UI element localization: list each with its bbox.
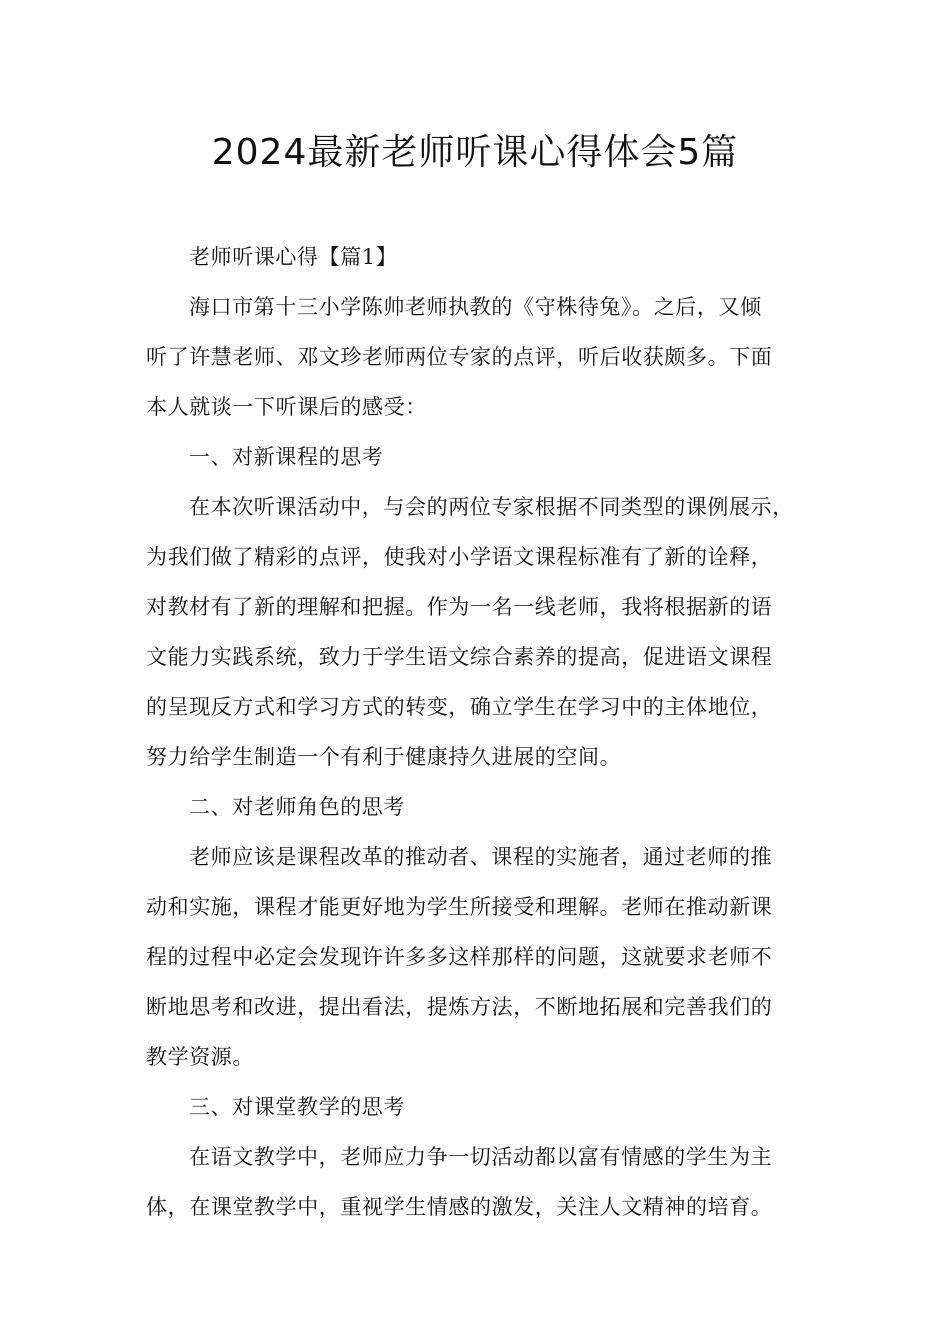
section-heading: 三、对课堂教学的思考 [189, 1095, 405, 1119]
paragraph-line: 对教材有了新的理解和把握。作为一名一线老师，我将根据新的语 [146, 595, 773, 619]
paragraph-line: 体，在课堂教学中，重视学生情感的激发，关注人文精神的培育。 [146, 1195, 773, 1219]
paragraph-line: 为我们做了精彩的点评，使我对小学语文课程标准有了新的诠释， [146, 545, 773, 569]
paragraph-line: 教学资源。 [146, 1045, 254, 1069]
paragraph-line: 文能力实践系统，致力于学生语文综合素养的提高，促进语文课程 [146, 645, 773, 669]
paragraph-line: 老师应该是课程改革的推动者、课程的实施者，通过老师的推 [189, 845, 773, 869]
paragraph-line: 断地思考和改进，提出看法，提炼方法，不断地拓展和完善我们的 [146, 995, 773, 1019]
paragraph-line: 在语文教学中，老师应力争一切活动都以富有情感的学生为主 [189, 1145, 773, 1169]
paragraph-line: 努力给学生制造一个有利于健康持久进展的空间。 [146, 745, 622, 769]
paragraph-line: 海口市第十三小学陈帅老师执教的《守株待兔》。之后，又倾 [189, 295, 762, 319]
document-body [146, 232, 810, 1232]
paragraph-line: 的呈现反方式和学习方式的转变，确立学生在学习中的主体地位， [146, 695, 773, 719]
paragraph-line: 动和实施，课程才能更好地为学生所接受和理解。老师在推动新课 [146, 895, 773, 919]
document-title: 2024最新老师听课心得体会5篇 [211, 132, 739, 173]
section-heading: 老师听课心得【篇1】 [189, 245, 398, 269]
paragraph-line: 本人就谈一下听课后的感受： [146, 395, 427, 419]
section-heading: 一、对新课程的思考 [189, 445, 384, 469]
paragraph-line: 听了许慧老师、邓文珍老师两位专家的点评，听后收获颇多。下面 [146, 345, 773, 369]
paragraph-line: 在本次听课活动中，与会的两位专家根据不同类型的课例展示， [189, 495, 794, 519]
section-heading: 二、对老师角色的思考 [189, 795, 405, 819]
paragraph-line: 程的过程中必定会发现许许多多这样那样的问题，这就要求老师不 [146, 945, 773, 969]
